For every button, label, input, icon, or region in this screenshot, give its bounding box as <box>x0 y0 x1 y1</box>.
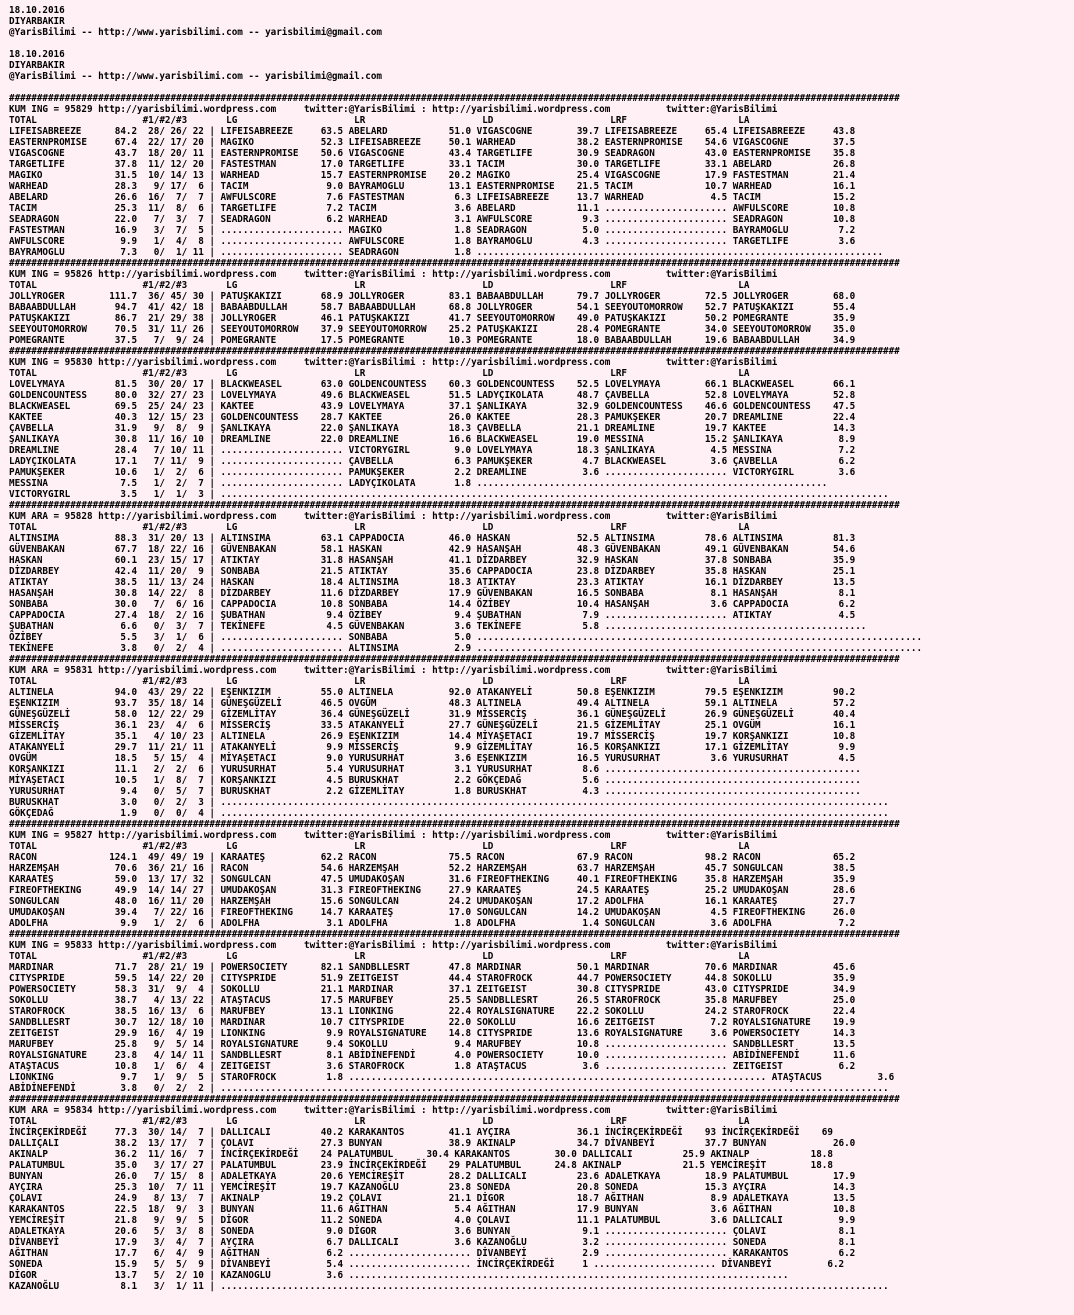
race-row: ÇAVBELLA 31.9 9/ 8/ 9 | ŞANLIKAYA 22.0 ŞANLIKAYA 18.3 ÇAVBELLA 21.1 DREAMLINE 19.7 KAKTEE 14.3 <box>9 423 856 434</box>
race-row: FASTESTMAN 16.9 3/ 7/ 5 | ...................... MAGIKO 1.8 SEADRAGON 5.0 ...................... BAYRAMOGLU 7.2 <box>9 225 856 236</box>
race-row: ZEITGEIST 29.9 16/ 4/ 19 | LIONKING 9.9 ROYALSIGNATURE 14.8 CITYSPRIDE 13.6 ROYALSIGNATURE 3.6 POWERSOCIETY 14.3 <box>9 1028 856 1039</box>
race-row: TEKİNEFE 3.8 0/ 2/ 4 | ...................... ALTINSIMA 2.9 ................................................................................ <box>9 643 923 654</box>
race-title: KUM ING = 95826 http://yarisbilimi.wordpress.com twitter:@YarisBilimi : http://yarisbilimi.wordpress.com twitter:@YarisBilimi <box>9 269 778 280</box>
race-title: KUM ARA = 95834 http://yarisbilimi.wordpress.com twitter:@YarisBilimi : http://yarisbilimi.wordpress.com twitter:@YarisBilimi <box>9 1105 778 1116</box>
race-row: GÖKÇEDAĞ 1.9 0/ 0/ 4 | ........................................................................................................................ <box>9 808 889 819</box>
race-row: ADOLFHA 9.9 1/ 2/ 6 | ADOLFHA 3.1 ADOLFHA 1.8 ADOLFHA 1.4 SONGULCAN 3.6 ADOLFHA 7.2 <box>9 918 856 929</box>
race-row: RACON 124.1 49/ 49/ 19 | KARAATEŞ 62.2 RACON 75.5 RACON 67.9 RACON 98.2 RACON 65.2 <box>9 852 856 863</box>
separator-line: ################################################################################################################################################################ <box>9 258 900 269</box>
column-header: TOTAL #1/#2/#3 LG LR LD LRF LA <box>9 1116 750 1127</box>
race-row: SEEYOUTOMORROW 70.5 31/ 11/ 26 | SEEYOUTOMORROW 37.9 SEEYOUTOMORROW 25.2 PATUŞKAKIZI 28.4 POMEGRANTE 34.0 SEEYOUTOMORROW 35.0 <box>9 324 856 335</box>
column-header: TOTAL #1/#2/#3 LG LR LD LRF LA <box>9 676 750 687</box>
race-title: KUM ING = 95829 http://yarisbilimi.wordpress.com twitter:@YarisBilimi : http://yarisbilimi.wordpress.com twitter:@YarisBilimi <box>9 104 778 115</box>
race-row: BLACKWEASEL 69.5 25/ 24/ 23 | KAKTEE 43.9 LOVELYMAYA 37.1 ŞANLIKAYA 32.9 GOLDENCOUNTESS 46.6 GOLDENCOUNTESS 47.5 <box>9 401 856 412</box>
race-row: KARAATEŞ 59.0 13/ 17/ 32 | SONGULCAN 47.5 UMUDAKOŞAN 31.6 FIREOFTHEKING 40.1 FIREOFTHEKING 35.8 HARZEMŞAH 35.9 <box>9 874 856 885</box>
race-row: PATUŞKAKIZI 86.7 21/ 29/ 38 | JOLLYROGER 46.1 PATUŞKAKIZI 41.7 SEEYOUTOMORROW 49.0 PATUŞKAKIZI 50.2 POMEGRANTE 35.9 <box>9 313 856 324</box>
column-header: TOTAL #1/#2/#3 LG LR LD LRF LA <box>9 368 750 379</box>
race-title: KUM ING = 95827 http://yarisbilimi.wordpress.com twitter:@YarisBilimi : http://yarisbilimi.wordpress.com twitter:@YarisBilimi <box>9 830 778 841</box>
column-header: TOTAL #1/#2/#3 LG LR LD LRF LA <box>9 522 750 533</box>
race-row: ABELARD 26.6 16/ 7/ 7 | AWFULSCORE 7.6 FASTESTMAN 6.3 LIFEISABREEZE 13.7 WARHEAD 4.5 TACIM 15.2 <box>9 192 856 203</box>
column-header: TOTAL #1/#2/#3 LG LR LD LRF LA <box>9 841 750 852</box>
race-row: ATIKTAY 38.5 11/ 13/ 24 | HASKAN 18.4 ALTINSIMA 18.3 ATIKTAY 23.3 ATIKTAY 16.1 DİZDARBEY 13.5 <box>9 577 856 588</box>
race-row: HARZEMŞAH 70.6 36/ 21/ 16 | RACON 54.6 HARZEMŞAH 52.2 HARZEMŞAH 63.7 HARZEMŞAH 45.7 SONGULCAN 38.5 <box>9 863 856 874</box>
race-row: WARHEAD 28.3 9/ 17/ 6 | TACIM 9.0 BAYRAMOGLU 13.1 EASTERNPROMISE 21.5 TACIM 10.7 WARHEAD 16.1 <box>9 181 856 192</box>
race-row: CAPPADOCIA 27.4 18/ 2/ 16 | ŞUBATHAN 9.4 ÖZİBEY 9.4 ŞUBATHAN 7.9 ...................... ATIKTAY 4.5 <box>9 610 856 621</box>
race-title: KUM ARA = 95831 http://yarisbilimi.wordpress.com twitter:@YarisBilimi : http://yarisbilimi.wordpress.com twitter:@YarisBilimi <box>9 665 778 676</box>
header-line: DIYARBAKIR <box>9 60 65 71</box>
race-row: SONGULCAN 48.0 16/ 11/ 20 | HARZEMŞAH 15.6 SONGULCAN 24.2 UMUDAKOŞAN 17.2 ADOLFHA 16.1 KARAATEŞ 27.7 <box>9 896 856 907</box>
header-line: 18.10.2016 <box>9 5 65 16</box>
race-row: ATAKANYELİ 29.7 11/ 21/ 11 | ATAKANYELİ 9.9 MİSSERCİŞ 9.9 GİZEMLİTAY 16.5 KORŞANKIZI 17.1 GİZEMLİTAY 9.9 <box>9 742 856 753</box>
separator-line: ################################################################################################################################################################ <box>9 93 900 104</box>
race-row: SEADRAGON 22.0 7/ 3/ 7 | SEADRAGON 6.2 WARHEAD 3.1 AWFULSCORE 9.3 ...................... SEADRAGON 10.8 <box>9 214 856 225</box>
race-row: MİYAŞETACI 10.5 1/ 8/ 7 | KORŞANKIZI 4.5 BURUSKHAT 2.2 GÖKÇEDAĞ 5.6 .............................................. <box>9 775 861 786</box>
race-row: ŞANLIKAYA 30.8 11/ 16/ 10 | DREAMLINE 22.0 DREAMLINE 16.6 BLACKWEASEL 19.0 MESSINA 15.2 ŞANLIKAYA 8.9 <box>9 434 856 445</box>
race-row: KAZANOĞLU 8.1 3/ 1/ 11 | ........................................................................................................................ <box>9 1281 889 1292</box>
header-line: 18.10.2016 <box>9 49 65 60</box>
race-row: LIONKING 9.7 1/ 9/ 5 | STAROFROCK 1.8 ........................................................................... ATAŞTACUS 3.6 <box>9 1072 895 1083</box>
race-title: KUM ING = 95833 http://yarisbilimi.wordpress.com twitter:@YarisBilimi : http://yarisbilimi.wordpress.com twitter:@YarisBilimi <box>9 940 778 951</box>
race-row: MARDINAR 71.7 28/ 21/ 19 | POWERSOCIETY 82.1 SANDBLLESRT 47.8 MARDINAR 50.1 MARDINAR 70.6 MARDINAR 45.6 <box>9 962 856 973</box>
race-title: KUM ING = 95830 http://yarisbilimi.wordpress.com twitter:@YarisBilimi : http://yarisbilimi.wordpress.com twitter:@YarisBilimi <box>9 357 778 368</box>
race-row: ROYALSIGNATURE 23.8 4/ 14/ 11 | SANDBLLESRT 8.1 ABİDİNEFENDİ 4.0 POWERSOCIETY 10.0 ...................... ABİDİNEFENDİ 11.6 <box>9 1050 856 1061</box>
race-row: KAKTEE 40.3 12/ 15/ 23 | GOLDENCOUNTESS 28.7 KAKTEE 26.0 KAKTEE 28.3 PAMUKŞEKER 20.7 DREAMLINE 22.4 <box>9 412 856 423</box>
race-row: TARGETLIFE 37.8 11/ 12/ 20 | FASTESTMAN 17.0 TARGETLIFE 33.1 TACIM 30.0 TARGETLIFE 33.1 ABELARD 26.8 <box>9 159 856 170</box>
race-row: LIFEISABREEZE 84.2 28/ 26/ 22 | LIFEISABREEZE 63.5 ABELARD 51.0 VIGASCOGNE 39.7 LIFEISABREEZE 65.4 LIFEISABREEZE 43.8 <box>9 126 856 137</box>
race-row: SOKOLLU 38.7 4/ 13/ 22 | ATAŞTACUS 17.5 MARUFBEY 25.5 SANDBLLESRT 26.5 STAROFROCK 35.8 MARUFBEY 25.0 <box>9 995 856 1006</box>
race-row: DİGOR 13.7 5/ 2/ 10 | KAZANOGLU 3.6 ............................................................................... <box>9 1270 789 1281</box>
race-row: JOLLYROGER 111.7 36/ 45/ 30 | PATUŞKAKIZI 68.9 JOLLYROGER 83.1 BABAABDULLAH 79.7 JOLLYROGER 72.5 JOLLYROGER 68.0 <box>9 291 856 302</box>
separator-line: ################################################################################################################################################################ <box>9 346 900 357</box>
race-row: FIREOFTHEKING 49.9 14/ 14/ 27 | UMUDAKOŞAN 31.3 FIREOFTHEKING 27.9 KARAATEŞ 24.5 KARAATEŞ 25.2 UMUDAKOŞAN 28.6 <box>9 885 856 896</box>
separator-line: ################################################################################################################################################################ <box>9 654 900 665</box>
race-row: HASANŞAH 30.8 14/ 22/ 8 | DİZDARBEY 11.6 DİZDARBEY 17.9 GÜVENBAKAN 16.5 SONBABA 8.1 HASANŞAH 8.1 <box>9 588 856 599</box>
race-row: YURUSURHAT 9.4 0/ 5/ 7 | BURUSKHAT 2.2 GİZEMLİTAY 1.8 BURUSKHAT 4.3 .............................................. <box>9 786 861 797</box>
column-header: TOTAL #1/#2/#3 LG LR LD LRF LA <box>9 280 750 291</box>
header-line: DIYARBAKIR <box>9 16 65 27</box>
race-row: SONBABA 30.0 7/ 6/ 16 | CAPPADOCIA 10.8 SONBABA 14.4 ÖZİBEY 10.4 HASANŞAH 3.6 CAPPADOCIA 6.2 <box>9 599 856 610</box>
race-row: SANDBLLESRT 30.7 12/ 18/ 10 | MARDINAR 10.7 CITYSPRIDE 22.0 SOKOLLU 16.6 ZEITGEIST 7.2 ROYALSIGNATURE 19.9 <box>9 1017 856 1028</box>
race-row: DİZDARBEY 42.4 11/ 20/ 9 | SONBABA 21.5 ATIKTAY 35.6 CAPPADOCIA 23.8 DİZDARBEY 35.8 HASKAN 25.1 <box>9 566 856 577</box>
header-line: @YarisBilimi -- http://www.yarisbilimi.com -- yarisbilimi@gmail.com <box>9 27 383 38</box>
race-row: BABAABDULLAH 94.7 41/ 42/ 18 | BABAABDULLAH 58.7 BABAABDULLAH 68.8 JOLLYROGER 54.1 SEEYOUTOMORROW 52.7 PATUŞKAKIZI 55.4 <box>9 302 856 313</box>
separator-line: ################################################################################################################################################################ <box>9 500 900 511</box>
race-row: BAYRAMOGLU 7.3 0/ 1/ 11 | ...................... SEADRAGON 1.8 ......................................................................... <box>9 247 884 258</box>
race-row: BUNYAN 26.0 7/ 15/ 8 | ADALETKAYA 20.6 YEMCİREŞİT 28.2 DALLICALI 23.6 ADALETKAYA 18.9 PALATUMBUL 17.9 <box>9 1171 856 1182</box>
race-row: VICTORYGIRL 3.5 1/ 1/ 3 | ........................................................................................................................ <box>9 489 889 500</box>
race-row: EASTERNPROMISE 67.4 22/ 17/ 20 | MAGIKO 52.3 LIFEISABREEZE 50.1 WARHEAD 38.2 EASTERNPROMISE 54.6 VIGASCOGNE 37.5 <box>9 137 856 148</box>
blank-line <box>9 38 1074 49</box>
race-row: KARAKANTOS 22.5 18/ 9/ 3 | BUNYAN 11.6 AĞITHAN 5.4 AĞITHAN 17.9 BUNYAN 3.6 AĞITHAN 10.8 <box>9 1204 856 1215</box>
race-row: POWERSOCIETY 58.3 31/ 9/ 4 | SOKOLLU 21.1 MARDINAR 37.1 ZEITGEIST 30.8 CITYSPRIDE 43.0 CITYSPRIDE 34.9 <box>9 984 856 995</box>
race-row: LOVELYMAYA 81.5 30/ 20/ 17 | BLACKWEASEL 63.0 GOLDENCOUNTESS 60.3 GOLDENCOUNTESS 52.5 LOVELYMAYA 66.1 BLACKWEASEL 66.1 <box>9 379 856 390</box>
race-row: STAROFROCK 38.5 16/ 13/ 6 | MARUFBEY 13.1 LIONKING 22.4 ROYALSIGNATURE 22.2 SOKOLLU 24.2 STAROFROCK 22.4 <box>9 1006 856 1017</box>
race-row: HASKAN 60.1 23/ 15/ 17 | ATIKTAY 31.8 HASANŞAH 41.1 DİZDARBEY 32.9 HASKAN 37.8 SONBABA 35.9 <box>9 555 856 566</box>
race-row: AĞITHAN 17.7 6/ 4/ 9 | AĞITHAN 6.2 ...................... DİVANBEYİ 2.9 ...................... KARAKANTOS 6.2 <box>9 1248 856 1259</box>
race-row: ABİDİNEFENDİ 3.8 0/ 2/ 2 | ........................................................................................................................ <box>9 1083 889 1094</box>
race-row: PAMUKŞEKER 10.6 1/ 2/ 6 | ...................... PAMUKŞEKER 2.2 DREAMLINE 3.6 ...................... VICTORYGIRL 3.6 <box>9 467 856 478</box>
separator-line: ################################################################################################################################################################ <box>9 819 900 830</box>
race-row: MESSINA 7.5 1/ 2/ 7 | ...................... LADYÇIKOLATA 1.8 ............................................................... <box>9 478 828 489</box>
race-row: CITYSPRIDE 59.5 14/ 22/ 20 | CITYSPRIDE 51.9 ZEITGEIST 44.4 STAROFROCK 44.7 POWERSOCIETY 44.8 SOKOLLU 35.9 <box>9 973 856 984</box>
separator-line: ################################################################################################################################################################ <box>9 929 900 940</box>
race-row: SONEDA 15.9 5/ 5/ 9 | DİVANBEYİ 5.4 ...................... İNCİRÇEKİRDEĞİ 1 ...................... DİVANBEYİ 6.2 <box>9 1259 845 1270</box>
race-row: DREAMLINE 28.4 7/ 10/ 11 | ...................... VICTORYGIRL 9.0 LOVELYMAYA 18.3 ŞANLIKAYA 4.5 MESSINA 7.2 <box>9 445 856 456</box>
column-header: TOTAL #1/#2/#3 LG LR LD LRF LA <box>9 951 750 962</box>
race-row: DİVANBEYİ 17.9 3/ 4/ 7 | AYÇIRA 6.7 DALLICALI 3.6 KAZANOĞLU 3.2 ...................... SONEDA 8.1 <box>9 1237 856 1248</box>
race-row: TACIM 25.3 11/ 8/ 6 | TARGETLIFE 7.2 TACIM 3.6 ABELARD 11.1 ...................... AWFULSCORE 10.8 <box>9 203 856 214</box>
race-row: ÖZİBEY 5.5 3/ 1/ 6 | ...................... SONBABA 5.0 ................................................................................ <box>9 632 923 643</box>
race-title: KUM ARA = 95828 http://yarisbilimi.wordpress.com twitter:@YarisBilimi : http://yarisbilimi.wordpress.com twitter:@YarisBilimi <box>9 511 778 522</box>
race-row: GİZEMLİTAY 35.1 4/ 10/ 23 | ALTINELA 26.9 EŞENKIZIM 14.4 MİYAŞETACI 19.7 MİSSERCİŞ 19.7 KORŞANKIZI 10.8 <box>9 731 856 742</box>
separator-line: ################################################################################################################################################################ <box>9 1094 900 1105</box>
race-row: GÜVENBAKAN 67.7 18/ 22/ 16 | GÜVENBAKAN 58.1 HASKAN 42.9 HASANŞAH 48.3 GÜVENBAKAN 49.1 GÜVENBAKAN 54.6 <box>9 544 856 555</box>
race-row: DALLIÇALI 38.2 13/ 17/ 7 | ÇOLAVI 27.3 BUNYAN 38.9 AKINALP 34.7 DİVANBEYİ 37.7 BUNYAN 26.0 <box>9 1138 856 1149</box>
race-row: ATAŞTACUS 10.8 1/ 6/ 4 | ZEITGEIST 3.6 STAROFROCK 1.8 ATAŞTACUS 3.6 ...................... ZEITGEIST 6.2 <box>9 1061 856 1072</box>
column-header: TOTAL #1/#2/#3 LG LR LD LRF LA <box>9 115 750 126</box>
race-row: UMUDAKOŞAN 39.4 7/ 22/ 16 | FIREOFTHEKING 14.7 KARAATEŞ 17.0 SONGULCAN 14.2 UMUDAKOŞAN 4.5 FIREOFTHEKING 26.0 <box>9 907 856 918</box>
race-row: AYÇIRA 25.3 10/ 7/ 11 | YEMCİREŞİT 19.7 KAZANOĞLU 23.8 SONEDA 20.8 SONEDA 15.3 AYÇIRA 14.3 <box>9 1182 856 1193</box>
race-row: MARUFBEY 25.8 9/ 5/ 14 | ROYALSIGNATURE 9.4 SOKOLLU 9.4 MARUFBEY 10.8 ...................... SANDBLLESRT 13.5 <box>9 1039 856 1050</box>
race-row: ALTINELA 94.0 43/ 29/ 22 | EŞENKIZIM 55.0 ALTINELA 92.0 ATAKANYELİ 50.8 EŞENKIZIM 79.5 EŞENKIZIM 90.2 <box>9 687 856 698</box>
race-row: MAGIKO 31.5 10/ 14/ 13 | WARHEAD 15.7 EASTERNPROMISE 20.2 MAGIKO 25.4 VIGASCOGNE 17.9 FASTESTMAN 21.4 <box>9 170 856 181</box>
race-row: OVGÜM 18.5 5/ 15/ 4 | MİYAŞETACI 9.0 YURUSURHAT 3.6 EŞENKIZIM 16.5 YURUSURHAT 3.6 YURUSURHAT 4.5 <box>9 753 856 764</box>
race-row: AWFULSCORE 9.9 1/ 4/ 8 | ...................... AWFULSCORE 1.8 BAYRAMOGLU 4.3 ...................... TARGETLIFE 3.6 <box>9 236 856 247</box>
race-row: ŞUBATHAN 6.6 0/ 3/ 7 | TEKİNEFE 4.5 GÜVENBAKAN 3.6 TEKİNEFE 5.8 ............................................... <box>9 621 867 632</box>
race-row: EŞENKIZIM 93.7 35/ 18/ 14 | GÜNEŞGÜZELİ 46.5 OVGÜM 48.3 ALTINELA 49.4 ALTINELA 59.1 ALTINELA 57.2 <box>9 698 856 709</box>
race-row: BURUSKHAT 3.0 0/ 2/ 3 | ........................................................................................................................ <box>9 797 889 808</box>
race-row: ADALETKAYA 20.6 5/ 3/ 8 | SONEDA 9.0 DİGOR 3.6 BUNYAN 9.1 ...................... ÇOLAVI 8.1 <box>9 1226 856 1237</box>
race-row: ÇOLAVI 24.9 8/ 13/ 7 | AKINALP 19.2 ÇOLAVI 21.1 DİGOR 18.7 AĞITHAN 8.9 ADALETKAYA 13.5 <box>9 1193 856 1204</box>
race-row: İNCİRÇEKİRDEĞİ 77.3 30/ 14/ 7 | DALLICALI 40.2 KARAKANTOS 41.1 AYÇIRA 36.1 İNCİRÇEKİRDEĞİ 93 İNCİRÇEKİRDEĞİ 69 <box>9 1127 833 1138</box>
race-row: PALATUMBUL 35.0 3/ 17/ 27 | PALATUMBUL 23.9 İNCİRÇEKİRDEĞİ 29 PALATUMBUL 24.8 AKINALP 21.5 YEMCİREŞİT 18.8 <box>9 1160 833 1171</box>
blank-line <box>9 82 1074 93</box>
race-row: LADYÇIKOLATA 17.1 7/ 11/ 9 | ...................... ÇAVBELLA 6.3 PAMUKŞEKER 4.7 BLACKWEASEL 3.6 ÇAVBELLA 6.2 <box>9 456 856 467</box>
race-row: KORŞANKIZI 11.1 2/ 2/ 6 | YURUSURHAT 5.4 YURUSURHAT 3.1 YURUSURHAT 8.6 .............................................. <box>9 764 861 775</box>
race-row: GOLDENCOUNTESS 80.0 32/ 27/ 23 | LOVELYMAYA 49.6 BLACKWEASEL 51.5 LADYÇIKOLATA 48.7 ÇAVBELLA 52.8 LOVELYMAYA 52.8 <box>9 390 856 401</box>
race-row: YEMCİREŞİT 21.8 9/ 9/ 5 | DİGOR 11.2 SONEDA 4.0 ÇOLAVI 11.1 PALATUMBUL 3.6 DALLICALI 9.9 <box>9 1215 856 1226</box>
header-line: @YarisBilimi -- http://www.yarisbilimi.com -- yarisbilimi@gmail.com <box>9 71 383 82</box>
race-row: VIGASCOGNE 43.7 18/ 20/ 11 | EASTERNPROMISE 50.6 VIGASCOGNE 43.4 TARGETLIFE 30.9 SEADRAGON 43.0 EASTERNPROMISE 35.8 <box>9 148 856 159</box>
race-row: GÜNEŞGÜZELİ 58.0 12/ 22/ 29 | GİZEMLİTAY 36.4 GÜNEŞGÜZELİ 31.9 MİSSERCİŞ 36.1 GÜNEŞGÜZELİ 26.9 GÜNEŞGÜZELİ 40.4 <box>9 709 856 720</box>
race-row: MİSSERCİŞ 36.1 23/ 4/ 6 | MİSSERCİŞ 33.5 ATAKANYELİ 27.7 GÜNEŞGÜZELİ 21.5 GİZEMLİTAY 25.1 OVGÜM 16.1 <box>9 720 856 731</box>
race-row: ALTINSIMA 88.3 31/ 20/ 13 | ALTINSIMA 63.1 CAPPADOCIA 46.0 HASKAN 52.5 ALTINSIMA 78.6 ALTINSIMA 81.3 <box>9 533 856 544</box>
race-row: POMEGRANTE 37.5 7/ 9/ 24 | POMEGRANTE 17.5 POMEGRANTE 10.3 POMEGRANTE 18.0 BABAABDULLAH 19.6 BABAABDULLAH 34.9 <box>9 335 856 346</box>
race-row: AKINALP 36.2 11/ 16/ 7 | İNCİRÇEKİRDEĞİ 24 PALATUMBUL 30.4 KARAKANTOS 30.0 DALLICALI 25.9 AKINALP 18.8 <box>9 1149 833 1160</box>
